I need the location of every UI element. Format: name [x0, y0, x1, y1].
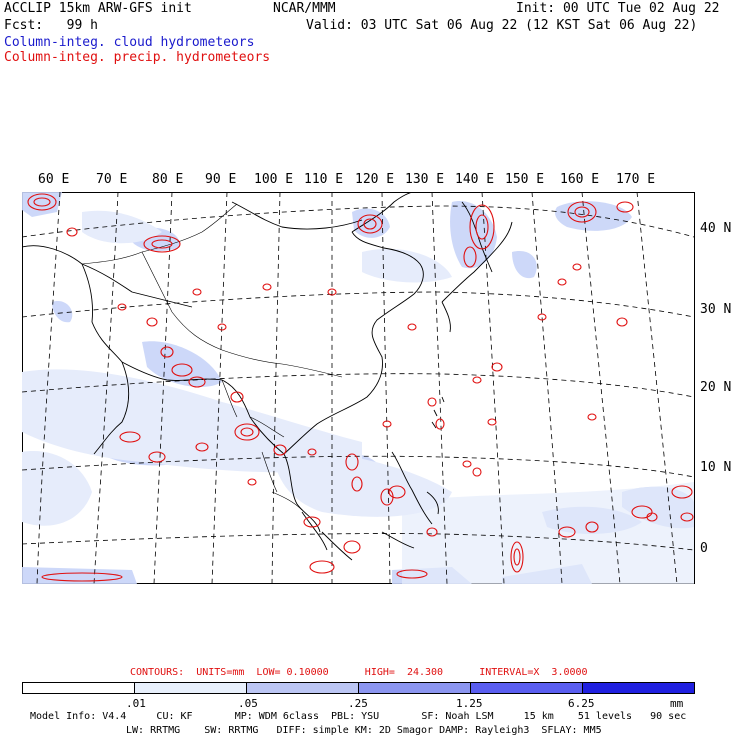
- lon-label: 150 E: [505, 172, 545, 187]
- legend-cloud: Column-integ. cloud hydrometeors: [4, 35, 255, 50]
- lon-label: 90 E: [205, 172, 237, 187]
- colorbar-swatch: [582, 682, 695, 694]
- lat-label: 0: [700, 541, 708, 556]
- lat-label: 10 N: [700, 460, 732, 475]
- colorbar: [22, 682, 695, 694]
- colorbar-tick: .01: [126, 697, 146, 710]
- lon-label: 100 E: [254, 172, 294, 187]
- title-left: ACCLIP 15km ARW-GFS init: [4, 1, 192, 16]
- colorbar-swatch: [134, 682, 247, 694]
- colorbar-tick: 6.25: [568, 697, 595, 710]
- lat-label: 30 N: [700, 302, 732, 317]
- lon-label: 170 E: [616, 172, 656, 187]
- init-time: Init: 00 UTC Tue 02 Aug 22: [516, 1, 720, 16]
- map-panel: [22, 192, 695, 584]
- lon-label: 60 E: [38, 172, 70, 187]
- lon-label: 120 E: [355, 172, 395, 187]
- contours-info: CONTOURS: UNITS=mm LOW= 0.10000 HIGH= 24.300 INTERVAL=X 3.0000: [130, 667, 588, 678]
- lon-label: 140 E: [455, 172, 495, 187]
- colorbar-tick: .05: [238, 697, 258, 710]
- lon-label: 110 E: [304, 172, 344, 187]
- colorbar-tick: 1.25: [456, 697, 483, 710]
- colorbar-swatch: [246, 682, 359, 694]
- valid-time: Valid: 03 UTC Sat 06 Aug 22 (12 KST Sat 06 Aug 22): [306, 18, 698, 33]
- colorbar-swatch: [470, 682, 583, 694]
- lon-label: 160 E: [560, 172, 600, 187]
- lat-label: 20 N: [700, 380, 732, 395]
- colorbar-swatch: [22, 682, 135, 694]
- model-info-line1: Model Info: V4.4 CU: KF MP: WDM 6class PBL: YSU SF: Noah LSM 15 km 51 levels 90 sec: [30, 711, 687, 722]
- colorbar-tick: .25: [348, 697, 368, 710]
- forecast-hour: Fcst: 99 h: [4, 18, 98, 33]
- lon-label: 130 E: [405, 172, 445, 187]
- title-center: NCAR/MMM: [273, 1, 336, 16]
- lon-label: 80 E: [152, 172, 184, 187]
- legend-precip: Column-integ. precip. hydrometeors: [4, 50, 271, 65]
- colorbar-swatch: [358, 682, 471, 694]
- colorbar-units: mm: [670, 697, 684, 710]
- lon-label: 70 E: [96, 172, 128, 187]
- model-info-line2: LW: RRTMG SW: RRTMG DIFF: simple KM: 2D Smagor DAMP: Rayleigh3 SFLAY: MM5: [126, 725, 602, 736]
- lat-label: 40 N: [700, 221, 732, 236]
